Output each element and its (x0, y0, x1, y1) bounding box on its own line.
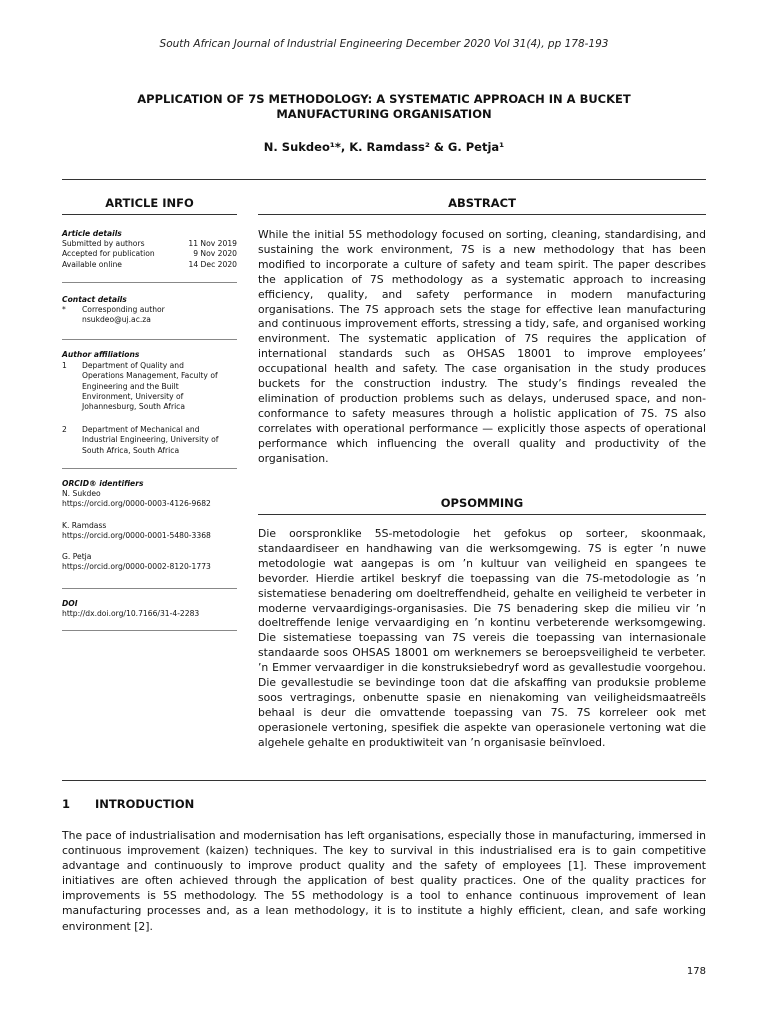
contact-details (62, 295, 237, 326)
affiliation-number: 1 (62, 361, 67, 371)
opsomming-heading: OPSOMMING (440, 496, 524, 510)
detail-label: Accepted for publication (62, 249, 155, 259)
introduction-text: The pace of industrialisation and modernisation has left organisations, especially those in manufacturing, immersed in continuous improvement (kaizen) techniques. The key to survival in this industrialised era is to gain competitive advantage and continuously to improve product quality and the safety of employees [1]. These improvement initiatives are often achieved through the application of best quality practices. One of the quality practices for improvements is 5S methodology. The 5S methodology is a tool to enhance continuous improvement of lean manufacturing processes and, as a lean methodology, it is to institute a highly efficient, clean, and safe working environment [2]. (62, 829, 706, 933)
detail-row (62, 239, 237, 249)
top-divider (62, 179, 706, 180)
paper-title: APPLICATION OF 7S METHODOLOGY: A SYSTEMATIC APPROACH IN A BUCKET MANUFACTURING ORGANISATION (137, 92, 631, 121)
orcid-name: G. Petja (62, 552, 92, 562)
orcid-link[interactable]: https://orcid.org/0000-0003-4126-9682 (62, 499, 211, 509)
orcid-link[interactable]: https://orcid.org/0000-0002-8120-1773 (62, 562, 211, 572)
section-title: INTRODUCTION (95, 797, 195, 811)
detail-row (62, 260, 237, 270)
opsomming-rule (258, 514, 706, 515)
left-divider (62, 339, 237, 340)
affiliation-item (62, 361, 237, 412)
abstract-text: While the initial 5S methodology focused on sorting, cleaning, standardising, and sustaining the work environment, 7S is a new methodology that has been modified to incorporate a culture of safety and team spirit. The paper describes the application of 7S methodology as a systematic approach to increasing efficiency, quality, and safety performance in modern manufacturing organisations. The 7S approach sets the stage for effective lean manufacturing and continuous improvement efforts, stressing a tidy, safe, and organised working environment. The systematic application of 7S requires the application of international standards such as OHSAS 18001 to improve employees’ occupational health and safety. The case organisation in the study produces buckets for the construction industry. The study’s findings revealed the elimination of production problems such as delays, underused space, and non-conformance to safety measures through a holistic application of 7S. 7S also correlates with operational performance — explicitly those aspects of operational performance which influencing the overall quality and productivity of the organisation. (258, 228, 706, 465)
affiliation-item (62, 425, 237, 456)
article-details (62, 229, 237, 270)
left-divider (62, 468, 237, 469)
abstract-rule (258, 214, 706, 215)
page-number: 178 (686, 966, 706, 977)
article-info-heading: ARTICLE INFO (105, 196, 194, 210)
article-info-rule (62, 214, 237, 215)
detail-date: 9 Nov 2020 (193, 249, 237, 259)
author-affiliations (62, 350, 237, 456)
introduction-heading (62, 797, 194, 811)
detail-label: Submitted by authors (62, 239, 145, 249)
orcid-title: ORCID® identifiers (62, 479, 144, 488)
contact-marker: * (62, 305, 66, 315)
contact-email-row (62, 315, 237, 325)
bottom-divider (62, 780, 706, 781)
contact-email[interactable]: nsukdeo@uj.ac.za (82, 315, 151, 325)
detail-label: Available online (62, 259, 122, 269)
orcid-name: N. Sukdeo (62, 489, 101, 499)
journal-header: South African Journal of Industrial Engineering December 2020 Vol 31(4), pp 178-193 (159, 38, 609, 50)
contact-role: Corresponding author (82, 305, 165, 315)
opsomming-text: Die oorspronklike 5S-metodologie het gefokus op sorteer, skoonmaak, standaardiseer en handhawing van die werksomgewing. 7S is egter ’n nuwe metodologie wat aangepas is om ’n kultuur van veiligheid en spangees te bevorder. Hierdie artikel beskryf die toepassing van die 7S-metodologie as ’n sistematiese benadering om doeltreffendheid, gehalte en veiligheid te verbeter in moderne vervaardigings-organisasies. Die 7S benadering skep die milieu vir ’n doeltreffende lenige vervaardiging en ’n kontinu verbeterende werksomgewing. Die sistematiese toepassing van 7S vereis die toepassing van internasionale standaarde soos OHSAS 18001 om werknemers se beroepsveiligheid te verbeter. ’n Emmer vervaardiger in die konstruksiebedryf word as gevallestudie voorgehou. Die gevallestudie se bevindinge toon dat die afskaffing van produksie probleme soos vertragings, onbenutte spasie en nienakoming van veiligheidsmaatreëls behaal is deur die omvattende toepassing van 7S. 7S korreleer ook met operasionele vertoning, spesifiek die aspekte van operasionele vertoning wat die algehele gehalte en produktiwiteit van ’n organisasie beïnvloed. (258, 527, 706, 749)
doi-title: DOI (62, 599, 78, 608)
orcid-link[interactable]: https://orcid.org/0000-0001-5480-3368 (62, 530, 211, 540)
affiliation-text: Department of Quality and Operations Management, Faculty of Engineering and the Built Environment, University of Johannesburg, South Africa (82, 361, 218, 412)
detail-date: 14 Dec 2020 (188, 259, 237, 269)
affiliation-number: 2 (62, 425, 67, 435)
contact-details-title: Contact details (62, 295, 127, 304)
detail-row (62, 249, 237, 259)
affiliations-title: Author affiliations (62, 350, 140, 359)
contact-row (62, 305, 237, 315)
left-divider (62, 630, 237, 631)
orcid-name: K. Ramdass (62, 520, 107, 530)
paper-authors: N. Sukdeo¹*, K. Ramdass² & G. Petja¹ (263, 140, 505, 154)
section-number: 1 (62, 797, 71, 811)
left-divider (62, 588, 237, 589)
doi-link[interactable]: http://dx.doi.org/10.7166/31-4-2283 (62, 609, 200, 619)
left-divider (62, 282, 237, 283)
doi-block (62, 599, 237, 619)
abstract-heading: ABSTRACT (448, 196, 516, 210)
orcid-identifiers (62, 479, 237, 572)
affiliation-text: Department of Mechanical and Industrial Engineering, University of South Africa, South Africa (82, 425, 219, 455)
detail-date: 11 Nov 2019 (188, 239, 237, 249)
article-details-title: Article details (62, 229, 122, 238)
